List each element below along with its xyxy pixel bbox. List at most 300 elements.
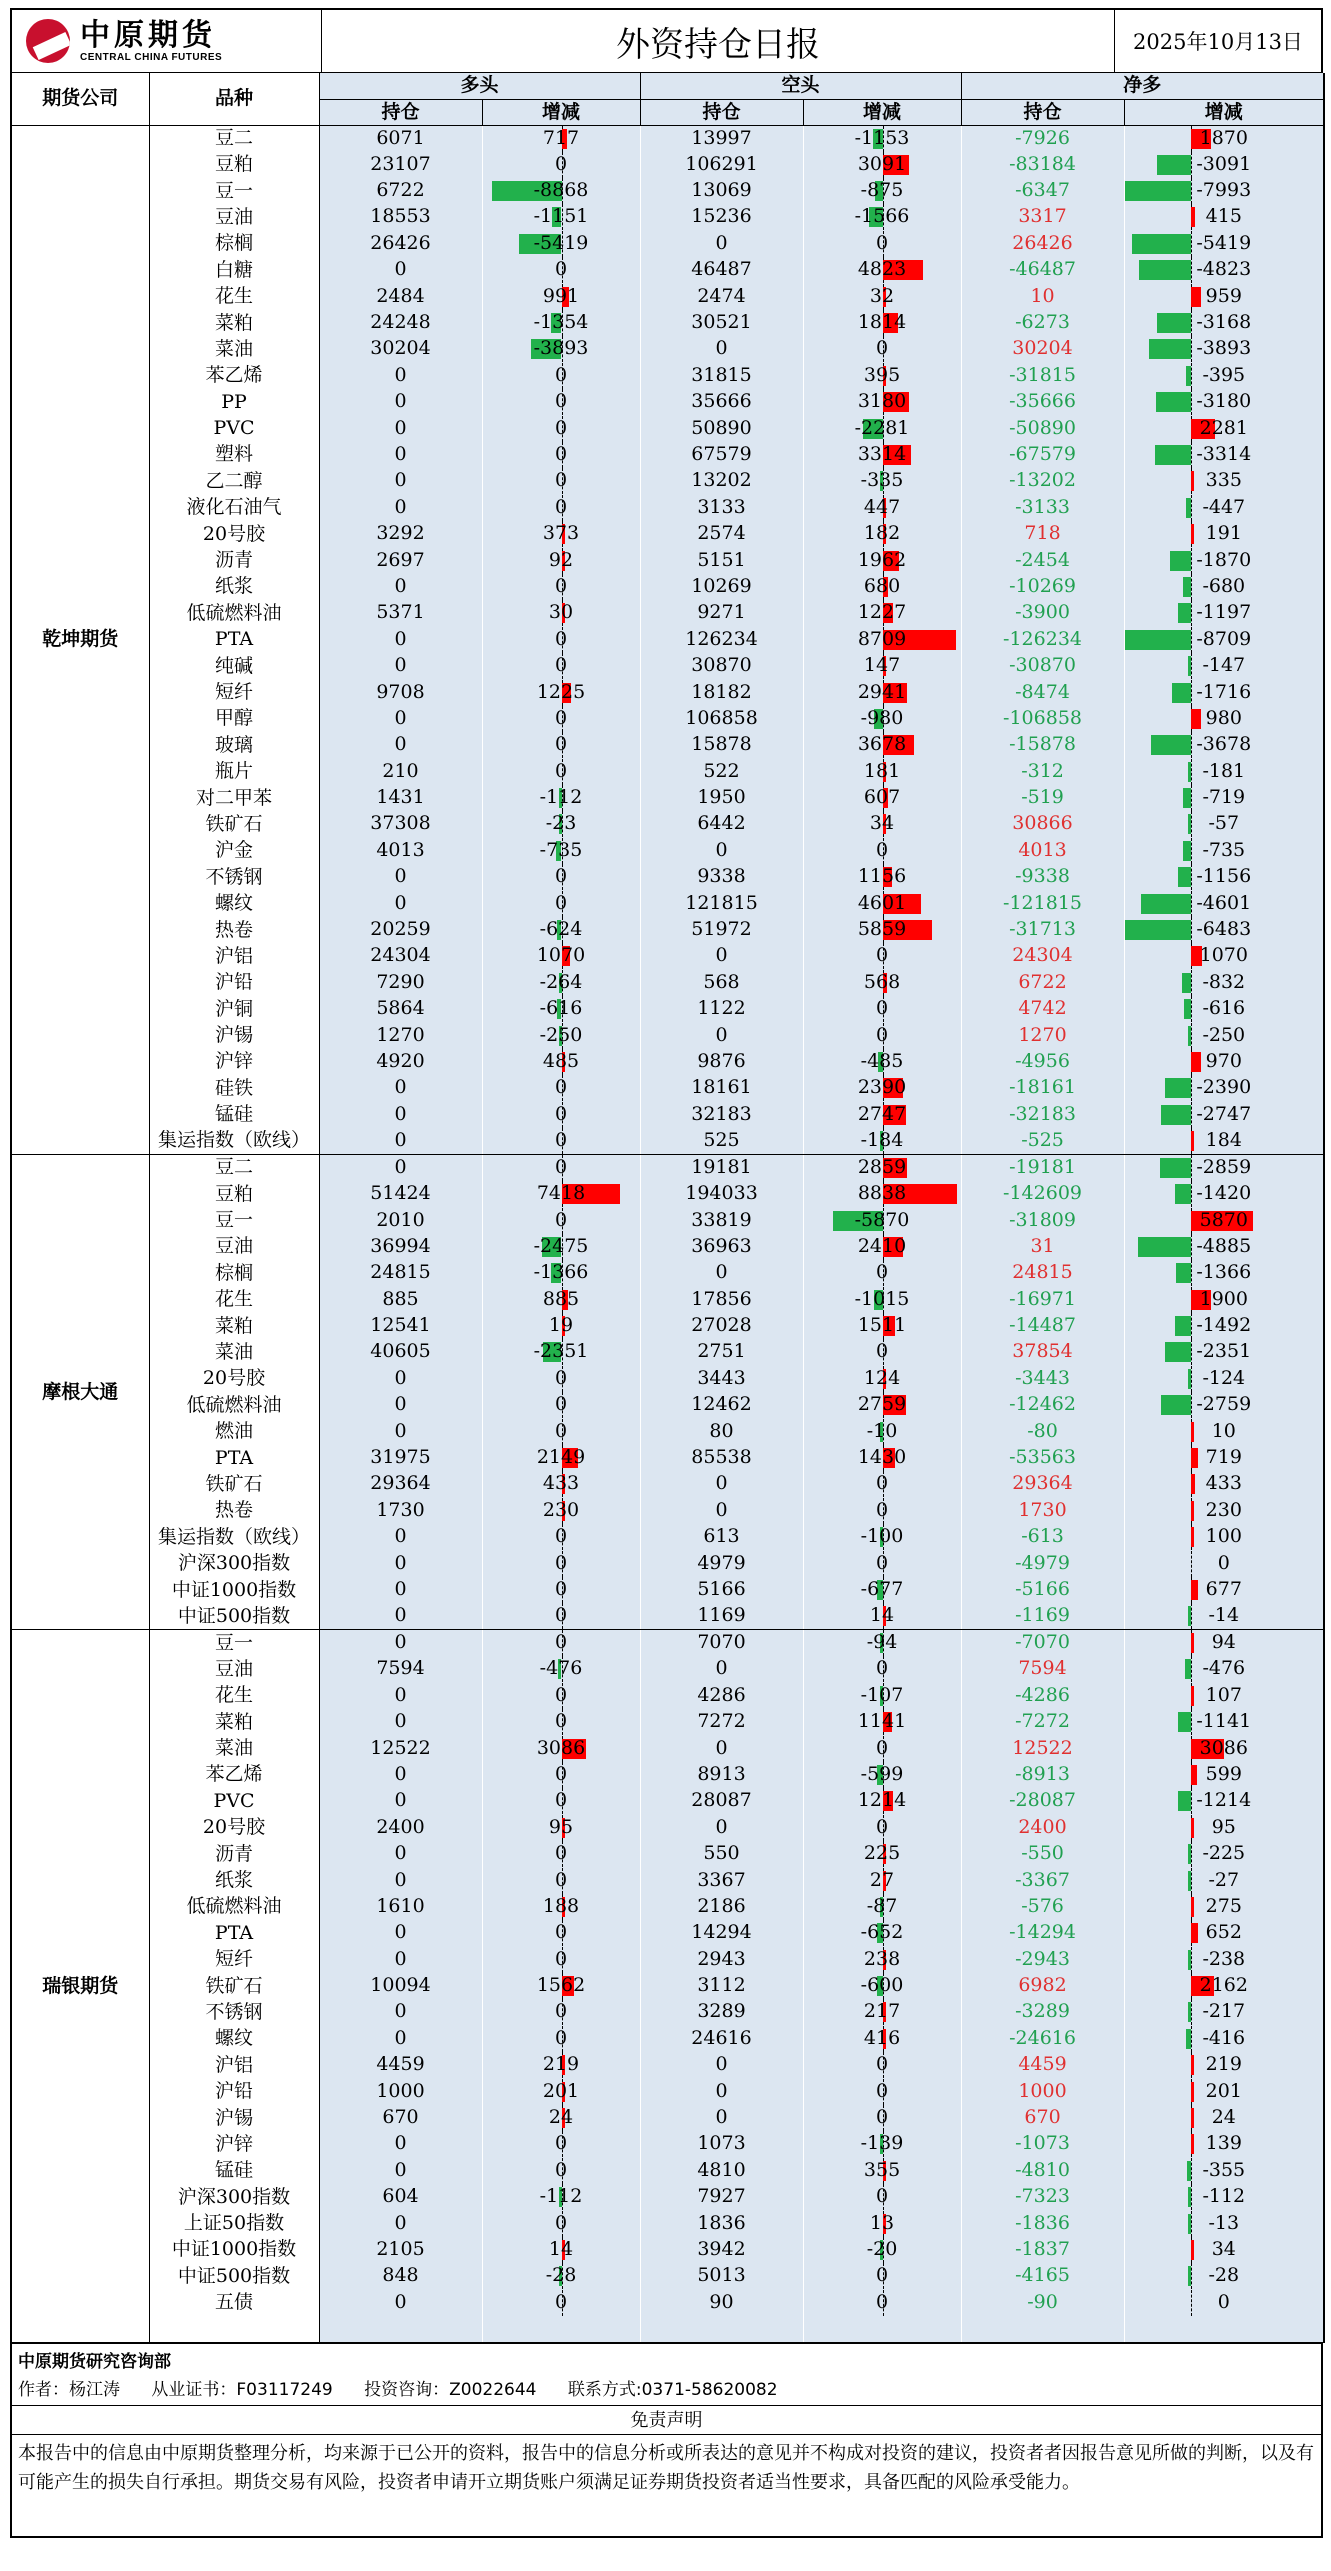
short-chg-cell xyxy=(803,152,961,178)
net-chg-cell xyxy=(1124,1999,1324,2025)
decrease-bar xyxy=(1188,1871,1191,1891)
net-chg-value: -416 xyxy=(1202,2026,1246,2049)
increase-bar xyxy=(1191,2108,1194,2128)
short-chg-cell xyxy=(803,2105,961,2131)
variety-name: 豆二 xyxy=(149,125,319,152)
zero-axis xyxy=(1191,495,1192,521)
long-chg-value: 1225 xyxy=(536,680,586,703)
long-pos-value: 29364 xyxy=(370,1472,431,1495)
col-variety: 品种 xyxy=(149,73,319,125)
zero-axis xyxy=(1191,310,1192,336)
long-chg-cell xyxy=(482,1366,640,1392)
table-row xyxy=(11,996,1324,1022)
long-pos-cell xyxy=(319,2316,482,2343)
long-pos-value: 7290 xyxy=(376,970,425,993)
long-pos-cell xyxy=(319,838,482,864)
long-chg-cell xyxy=(482,996,640,1022)
net-chg-cell xyxy=(1124,2290,1324,2316)
long-chg-value: -3893 xyxy=(533,337,589,360)
net-chg-value: -3893 xyxy=(1196,337,1252,360)
short-pos-value: 550 xyxy=(703,1842,740,1865)
net-pos-value: -2454 xyxy=(1015,548,1070,571)
table-row xyxy=(11,363,1324,389)
short-pos-cell xyxy=(640,178,803,204)
net-chg-value: -447 xyxy=(1202,495,1246,518)
short-pos-value: 7272 xyxy=(697,1710,746,1733)
table-row xyxy=(11,1445,1324,1471)
net-chg-value: 415 xyxy=(1205,205,1242,228)
col-net: 净多 xyxy=(961,73,1324,99)
table-row xyxy=(11,1762,1324,1788)
short-pos-cell xyxy=(640,2158,803,2184)
decrease-bar xyxy=(1183,788,1191,808)
short-pos-cell xyxy=(640,1867,803,1893)
net-pos-cell xyxy=(961,943,1124,969)
net-pos-value: -5166 xyxy=(1015,1578,1070,1600)
long-pos-cell xyxy=(319,1075,482,1101)
short-pos-cell xyxy=(640,521,803,547)
long-chg-value: 0 xyxy=(554,2026,568,2049)
short-chg-cell xyxy=(803,679,961,705)
long-pos-value: 885 xyxy=(382,1287,419,1310)
long-chg-cell xyxy=(482,600,640,626)
short-pos-value: 3942 xyxy=(697,2237,746,2260)
short-chg-cell xyxy=(803,2184,961,2210)
table-row xyxy=(11,1049,1324,1075)
net-chg-cell xyxy=(1124,363,1324,389)
long-pos-value: 0 xyxy=(394,1419,407,1442)
net-chg-cell xyxy=(1124,1366,1324,1392)
net-chg-cell xyxy=(1124,838,1324,864)
long-chg-cell xyxy=(482,2105,640,2131)
net-chg-value: -832 xyxy=(1202,970,1246,993)
decrease-bar xyxy=(1175,1184,1190,1204)
net-pos-value: -142609 xyxy=(1003,1182,1082,1205)
decrease-bar xyxy=(1172,683,1190,703)
long-pos-cell xyxy=(319,1841,482,1867)
net-pos-cell xyxy=(961,1181,1124,1207)
short-chg-value: -100 xyxy=(860,1525,904,1548)
net-chg-cell xyxy=(1124,1313,1324,1339)
long-chg-cell xyxy=(482,943,640,969)
short-chg-value: 0 xyxy=(875,1261,889,1284)
short-pos-value: 613 xyxy=(703,1525,740,1548)
table-row xyxy=(11,1234,1324,1260)
long-pos-cell xyxy=(319,1524,482,1550)
zero-axis xyxy=(1191,785,1192,811)
net-chg-cell xyxy=(1124,758,1324,784)
short-chg-value: 182 xyxy=(863,522,901,545)
long-chg-cell xyxy=(482,1313,640,1339)
net-pos-value: -90 xyxy=(1027,2290,1058,2313)
net-pos-cell xyxy=(961,1339,1124,1365)
long-chg-cell xyxy=(482,1735,640,1761)
short-pos-value: 30521 xyxy=(691,311,752,334)
long-pos-value: 2484 xyxy=(376,284,425,307)
author-line xyxy=(12,2376,1321,2406)
short-chg-cell xyxy=(803,732,961,758)
net-chg-cell xyxy=(1124,970,1324,996)
net-pos-cell xyxy=(961,125,1124,152)
table-row xyxy=(11,283,1324,309)
table-row xyxy=(11,1630,1324,1657)
long-chg-value: 717 xyxy=(542,126,580,149)
net-chg-value: 184 xyxy=(1205,1128,1242,1151)
decrease-bar xyxy=(1188,2214,1191,2234)
table-row xyxy=(11,1735,1324,1761)
short-chg-cell xyxy=(803,2131,961,2157)
table-row xyxy=(11,2210,1324,2236)
table-row xyxy=(11,1287,1324,1313)
net-chg-value: -2390 xyxy=(1196,1076,1252,1099)
table-row xyxy=(11,204,1324,230)
net-pos-cell xyxy=(961,1154,1124,1181)
net-pos-cell xyxy=(961,1815,1124,1841)
table-row xyxy=(11,600,1324,626)
zero-axis xyxy=(1191,1868,1192,1894)
zero-axis xyxy=(1191,178,1192,204)
net-chg-cell xyxy=(1124,1841,1324,1867)
short-pos-value: 50890 xyxy=(691,416,752,439)
net-chg-cell xyxy=(1124,2158,1324,2184)
short-chg-cell xyxy=(803,1075,961,1101)
long-pos-value: 6722 xyxy=(376,179,425,202)
variety-name: 玻璃 xyxy=(149,732,319,758)
long-chg-value: -28 xyxy=(545,2264,577,2287)
table-row xyxy=(11,1207,1324,1233)
short-chg-value: 181 xyxy=(863,759,901,782)
net-pos-cell xyxy=(961,1709,1124,1735)
net-pos-cell xyxy=(961,2078,1124,2104)
short-pos-cell xyxy=(640,1392,803,1418)
net-chg-cell xyxy=(1124,1128,1324,1155)
table-row xyxy=(11,1022,1324,1048)
net-chg-value: -3180 xyxy=(1196,390,1252,413)
net-chg-cell xyxy=(1124,1577,1324,1603)
short-chg-value: 416 xyxy=(863,2026,901,2049)
variety-name: 上证50指数 xyxy=(149,2210,319,2236)
short-chg-value: 0 xyxy=(875,2290,889,2313)
report-date: 2025年10月13日 xyxy=(1133,30,1303,54)
table-row xyxy=(11,336,1324,362)
net-chg-cell xyxy=(1124,495,1324,521)
long-pos-cell xyxy=(319,152,482,178)
short-chg-cell xyxy=(803,1313,961,1339)
long-pos-value: 4920 xyxy=(376,1049,425,1072)
long-chg-value: -1354 xyxy=(533,311,589,334)
long-chg-value: 3086 xyxy=(536,1736,586,1759)
short-pos-cell xyxy=(640,310,803,336)
short-chg-value: 607 xyxy=(863,786,901,809)
long-chg-value: 0 xyxy=(554,1631,568,1654)
increase-bar xyxy=(1191,287,1201,307)
increase-bar xyxy=(1191,1474,1196,1494)
short-chg-cell xyxy=(803,336,961,362)
short-chg-cell xyxy=(803,1207,961,1233)
variety-name: 沥青 xyxy=(149,547,319,573)
col-long: 多头 xyxy=(319,73,640,99)
table-row xyxy=(11,178,1324,204)
short-pos-value: 28087 xyxy=(691,1789,752,1812)
short-pos-cell xyxy=(640,495,803,521)
long-pos-cell xyxy=(319,415,482,441)
short-pos-cell xyxy=(640,2184,803,2210)
long-chg-value: 1562 xyxy=(536,1974,586,1997)
short-pos-value: 18182 xyxy=(691,680,752,703)
net-pos-cell xyxy=(961,1418,1124,1444)
disclaimer-title: 免责声明 xyxy=(12,2406,1321,2435)
short-chg-cell xyxy=(803,204,961,230)
decrease-bar xyxy=(1188,1026,1191,1046)
net-chg-cell xyxy=(1124,1418,1324,1444)
net-chg-cell xyxy=(1124,1445,1324,1471)
net-chg-cell xyxy=(1124,917,1324,943)
net-pos-cell xyxy=(961,2105,1124,2131)
decrease-bar xyxy=(1182,973,1191,993)
long-chg-cell xyxy=(482,1154,640,1181)
net-pos-value: -7272 xyxy=(1015,1710,1070,1733)
short-chg-cell xyxy=(803,363,961,389)
long-chg-cell xyxy=(482,1181,640,1207)
short-chg-cell xyxy=(803,1418,961,1444)
net-chg-value: -112 xyxy=(1202,2185,1246,2208)
short-pos-value: 0 xyxy=(715,1815,728,1838)
long-chg-value: -2475 xyxy=(533,1234,589,1257)
short-pos-value: 3443 xyxy=(697,1366,746,1389)
long-pos-cell xyxy=(319,1498,482,1524)
short-chg-value: 34 xyxy=(869,812,895,835)
short-chg-value: 0 xyxy=(875,1551,889,1574)
net-chg-cell xyxy=(1124,1894,1324,1920)
long-chg-value: 0 xyxy=(554,1102,568,1125)
short-pos-value: 2943 xyxy=(697,1947,746,1970)
long-pos-cell xyxy=(319,2210,482,2236)
net-chg-cell xyxy=(1124,1867,1324,1893)
table-row xyxy=(11,468,1324,494)
variety-name: 苯乙烯 xyxy=(149,363,319,389)
increase-bar xyxy=(1191,1818,1194,1838)
zero-axis xyxy=(1191,1366,1192,1392)
long-pos-cell xyxy=(319,1287,482,1313)
net-pos-value: -121815 xyxy=(1003,891,1082,914)
net-chg-value: 94 xyxy=(1211,1631,1236,1654)
variety-name: PTA xyxy=(149,1445,319,1471)
net-pos-cell xyxy=(961,204,1124,230)
net-pos-value: -550 xyxy=(1021,1842,1064,1865)
net-pos-cell xyxy=(961,310,1124,336)
net-chg-cell xyxy=(1124,442,1324,468)
short-chg-cell xyxy=(803,1920,961,1946)
variety-name: 螺纹 xyxy=(149,890,319,916)
decrease-bar xyxy=(1141,894,1190,914)
long-pos-cell xyxy=(319,1920,482,1946)
short-chg-value: 0 xyxy=(875,838,889,861)
long-pos-value: 0 xyxy=(394,363,407,386)
net-pos-cell xyxy=(961,231,1124,257)
logo-mark-icon xyxy=(26,19,70,63)
long-chg-cell xyxy=(482,152,640,178)
table-row xyxy=(11,2290,1324,2316)
short-pos-cell xyxy=(640,890,803,916)
long-chg-cell xyxy=(482,1339,640,1365)
short-pos-value: 90 xyxy=(709,2290,734,2313)
net-chg-cell xyxy=(1124,1260,1324,1286)
short-pos-cell xyxy=(640,653,803,679)
net-chg-value: 275 xyxy=(1205,1894,1242,1917)
short-chg-cell xyxy=(803,442,961,468)
short-pos-cell xyxy=(640,1049,803,1075)
long-chg-cell xyxy=(482,2158,640,2184)
logo-english: CENTRAL CHINA FUTURES xyxy=(80,51,223,63)
short-pos-value: 8913 xyxy=(697,1762,746,1785)
short-pos-value: 80 xyxy=(709,1419,734,1442)
net-pos-value: -53563 xyxy=(1009,1446,1076,1469)
net-pos-value: -613 xyxy=(1021,1525,1064,1548)
short-pos-value: 1169 xyxy=(697,1604,746,1627)
short-chg-value: 3180 xyxy=(857,390,907,413)
long-pos-value: 4013 xyxy=(376,838,425,861)
net-pos-value: -2943 xyxy=(1015,1947,1070,1970)
long-pos-cell xyxy=(319,2052,482,2078)
net-chg-value: 3086 xyxy=(1199,1736,1248,1759)
decrease-bar xyxy=(1157,155,1190,175)
long-pos-cell xyxy=(319,1603,482,1630)
variety-name: 棕榈 xyxy=(149,231,319,257)
table-row xyxy=(11,1973,1324,1999)
short-pos-value: 0 xyxy=(715,1472,728,1495)
long-chg-cell xyxy=(482,2131,640,2157)
short-chg-value: 4823 xyxy=(857,258,907,281)
net-pos-cell xyxy=(961,706,1124,732)
long-pos-cell xyxy=(319,125,482,152)
short-chg-cell xyxy=(803,1339,961,1365)
short-pos-cell xyxy=(640,125,803,152)
net-chg-value: -2747 xyxy=(1196,1102,1252,1125)
net-pos-cell xyxy=(961,1260,1124,1286)
variety-name: 铁矿石 xyxy=(149,811,319,837)
short-pos-value: 5013 xyxy=(697,2264,746,2287)
short-chg-value: 1962 xyxy=(857,548,907,571)
short-pos-value: 2574 xyxy=(697,522,746,545)
long-pos-cell xyxy=(319,732,482,758)
short-pos-cell xyxy=(640,283,803,309)
long-chg-cell xyxy=(482,838,640,864)
long-pos-value: 26426 xyxy=(370,231,431,254)
long-chg-cell xyxy=(482,178,640,204)
variety-name: 豆油 xyxy=(149,204,319,230)
short-chg-cell xyxy=(803,2316,961,2343)
net-pos-value: -6273 xyxy=(1015,311,1070,334)
net-chg-value: -5419 xyxy=(1196,231,1252,254)
increase-bar xyxy=(1191,1448,1199,1468)
short-pos-value: 5166 xyxy=(697,1578,746,1600)
variety-name: 螺纹 xyxy=(149,2026,319,2052)
net-pos-cell xyxy=(961,1022,1124,1048)
net-pos-cell xyxy=(961,1366,1124,1392)
short-chg-value: -20 xyxy=(866,2237,898,2260)
short-pos-value: 31815 xyxy=(691,363,752,386)
long-pos-cell xyxy=(319,2078,482,2104)
short-chg-cell xyxy=(803,943,961,969)
short-chg-value: 217 xyxy=(863,2000,901,2023)
short-chg-cell xyxy=(803,785,961,811)
decrease-bar xyxy=(1186,366,1190,386)
long-chg-value: 230 xyxy=(542,1498,580,1521)
net-pos-cell xyxy=(961,785,1124,811)
net-chg-cell xyxy=(1124,1022,1324,1048)
long-pos-value: 0 xyxy=(394,706,407,729)
net-chg-value: -1366 xyxy=(1196,1261,1252,1284)
net-chg-cell xyxy=(1124,1947,1324,1973)
net-chg-cell xyxy=(1124,943,1324,969)
table-row xyxy=(11,2184,1324,2210)
short-chg-value: 1141 xyxy=(857,1710,907,1733)
short-chg-value: 124 xyxy=(863,1366,901,1389)
net-pos-value: -13202 xyxy=(1009,469,1076,492)
net-chg-cell xyxy=(1124,1683,1324,1709)
col-net-pos: 持仓 xyxy=(961,99,1124,125)
net-chg-value: -217 xyxy=(1202,2000,1246,2023)
decrease-bar xyxy=(1170,551,1190,571)
short-pos-cell xyxy=(640,231,803,257)
long-pos-value: 10094 xyxy=(370,1974,431,1997)
long-pos-value: 0 xyxy=(394,1076,407,1099)
long-pos-value: 30204 xyxy=(370,337,431,360)
long-pos-cell xyxy=(319,1418,482,1444)
long-chg-value: -735 xyxy=(539,838,583,861)
long-chg-value: 0 xyxy=(554,1842,568,1865)
long-chg-cell xyxy=(482,864,640,890)
net-pos-cell xyxy=(961,996,1124,1022)
short-pos-value: 4286 xyxy=(697,1683,746,1706)
short-chg-value: 8709 xyxy=(857,627,907,650)
decrease-bar xyxy=(1151,735,1190,755)
variety-name: PVC xyxy=(149,1788,319,1814)
variety-name: 豆一 xyxy=(149,1630,319,1657)
short-chg-value: 0 xyxy=(875,1023,889,1046)
variety-name: 燃油 xyxy=(149,1418,319,1444)
net-chg-value: -2859 xyxy=(1196,1155,1252,1178)
net-chg-value: 34 xyxy=(1211,2237,1236,2260)
short-pos-cell xyxy=(640,1260,803,1286)
table-row xyxy=(11,1550,1324,1576)
long-pos-cell xyxy=(319,1339,482,1365)
long-chg-cell xyxy=(482,2184,640,2210)
long-chg-value: 0 xyxy=(554,733,568,756)
variety-name: 沥青 xyxy=(149,1841,319,1867)
short-pos-cell xyxy=(640,2316,803,2343)
long-pos-cell xyxy=(319,917,482,943)
short-chg-value: -600 xyxy=(860,1974,904,1997)
long-chg-value: -8868 xyxy=(533,179,589,202)
short-pos-cell xyxy=(640,1313,803,1339)
long-chg-value: 0 xyxy=(554,1208,568,1231)
zero-axis xyxy=(1191,1841,1192,1867)
short-chg-value: -107 xyxy=(860,1683,904,1706)
variety-name: 菜油 xyxy=(149,1339,319,1365)
long-pos-value: 0 xyxy=(394,1842,407,1865)
short-chg-cell xyxy=(803,1524,961,1550)
disclaimer-text: 本报告中的信息由中原期货整理分析，均来源于已公开的资料，报告中的信息分析或所表达的意见并不构成对投资的建议，投资者者因报告意见所做的判断，以及有可能产生的损失自行承担。期货交易有风险，投资者申请开立期货账户须满足证券期货投资者适当性要求，具备匹配的风险承受能力。 xyxy=(18,2442,1314,2493)
net-chg-cell xyxy=(1124,1471,1324,1497)
net-pos-value: -525 xyxy=(1021,1128,1064,1151)
net-chg-cell xyxy=(1124,785,1324,811)
long-chg-cell xyxy=(482,547,640,573)
zero-axis xyxy=(1191,257,1192,283)
long-chg-value: -112 xyxy=(539,786,583,809)
net-chg-cell xyxy=(1124,310,1324,336)
long-chg-cell xyxy=(482,336,640,362)
